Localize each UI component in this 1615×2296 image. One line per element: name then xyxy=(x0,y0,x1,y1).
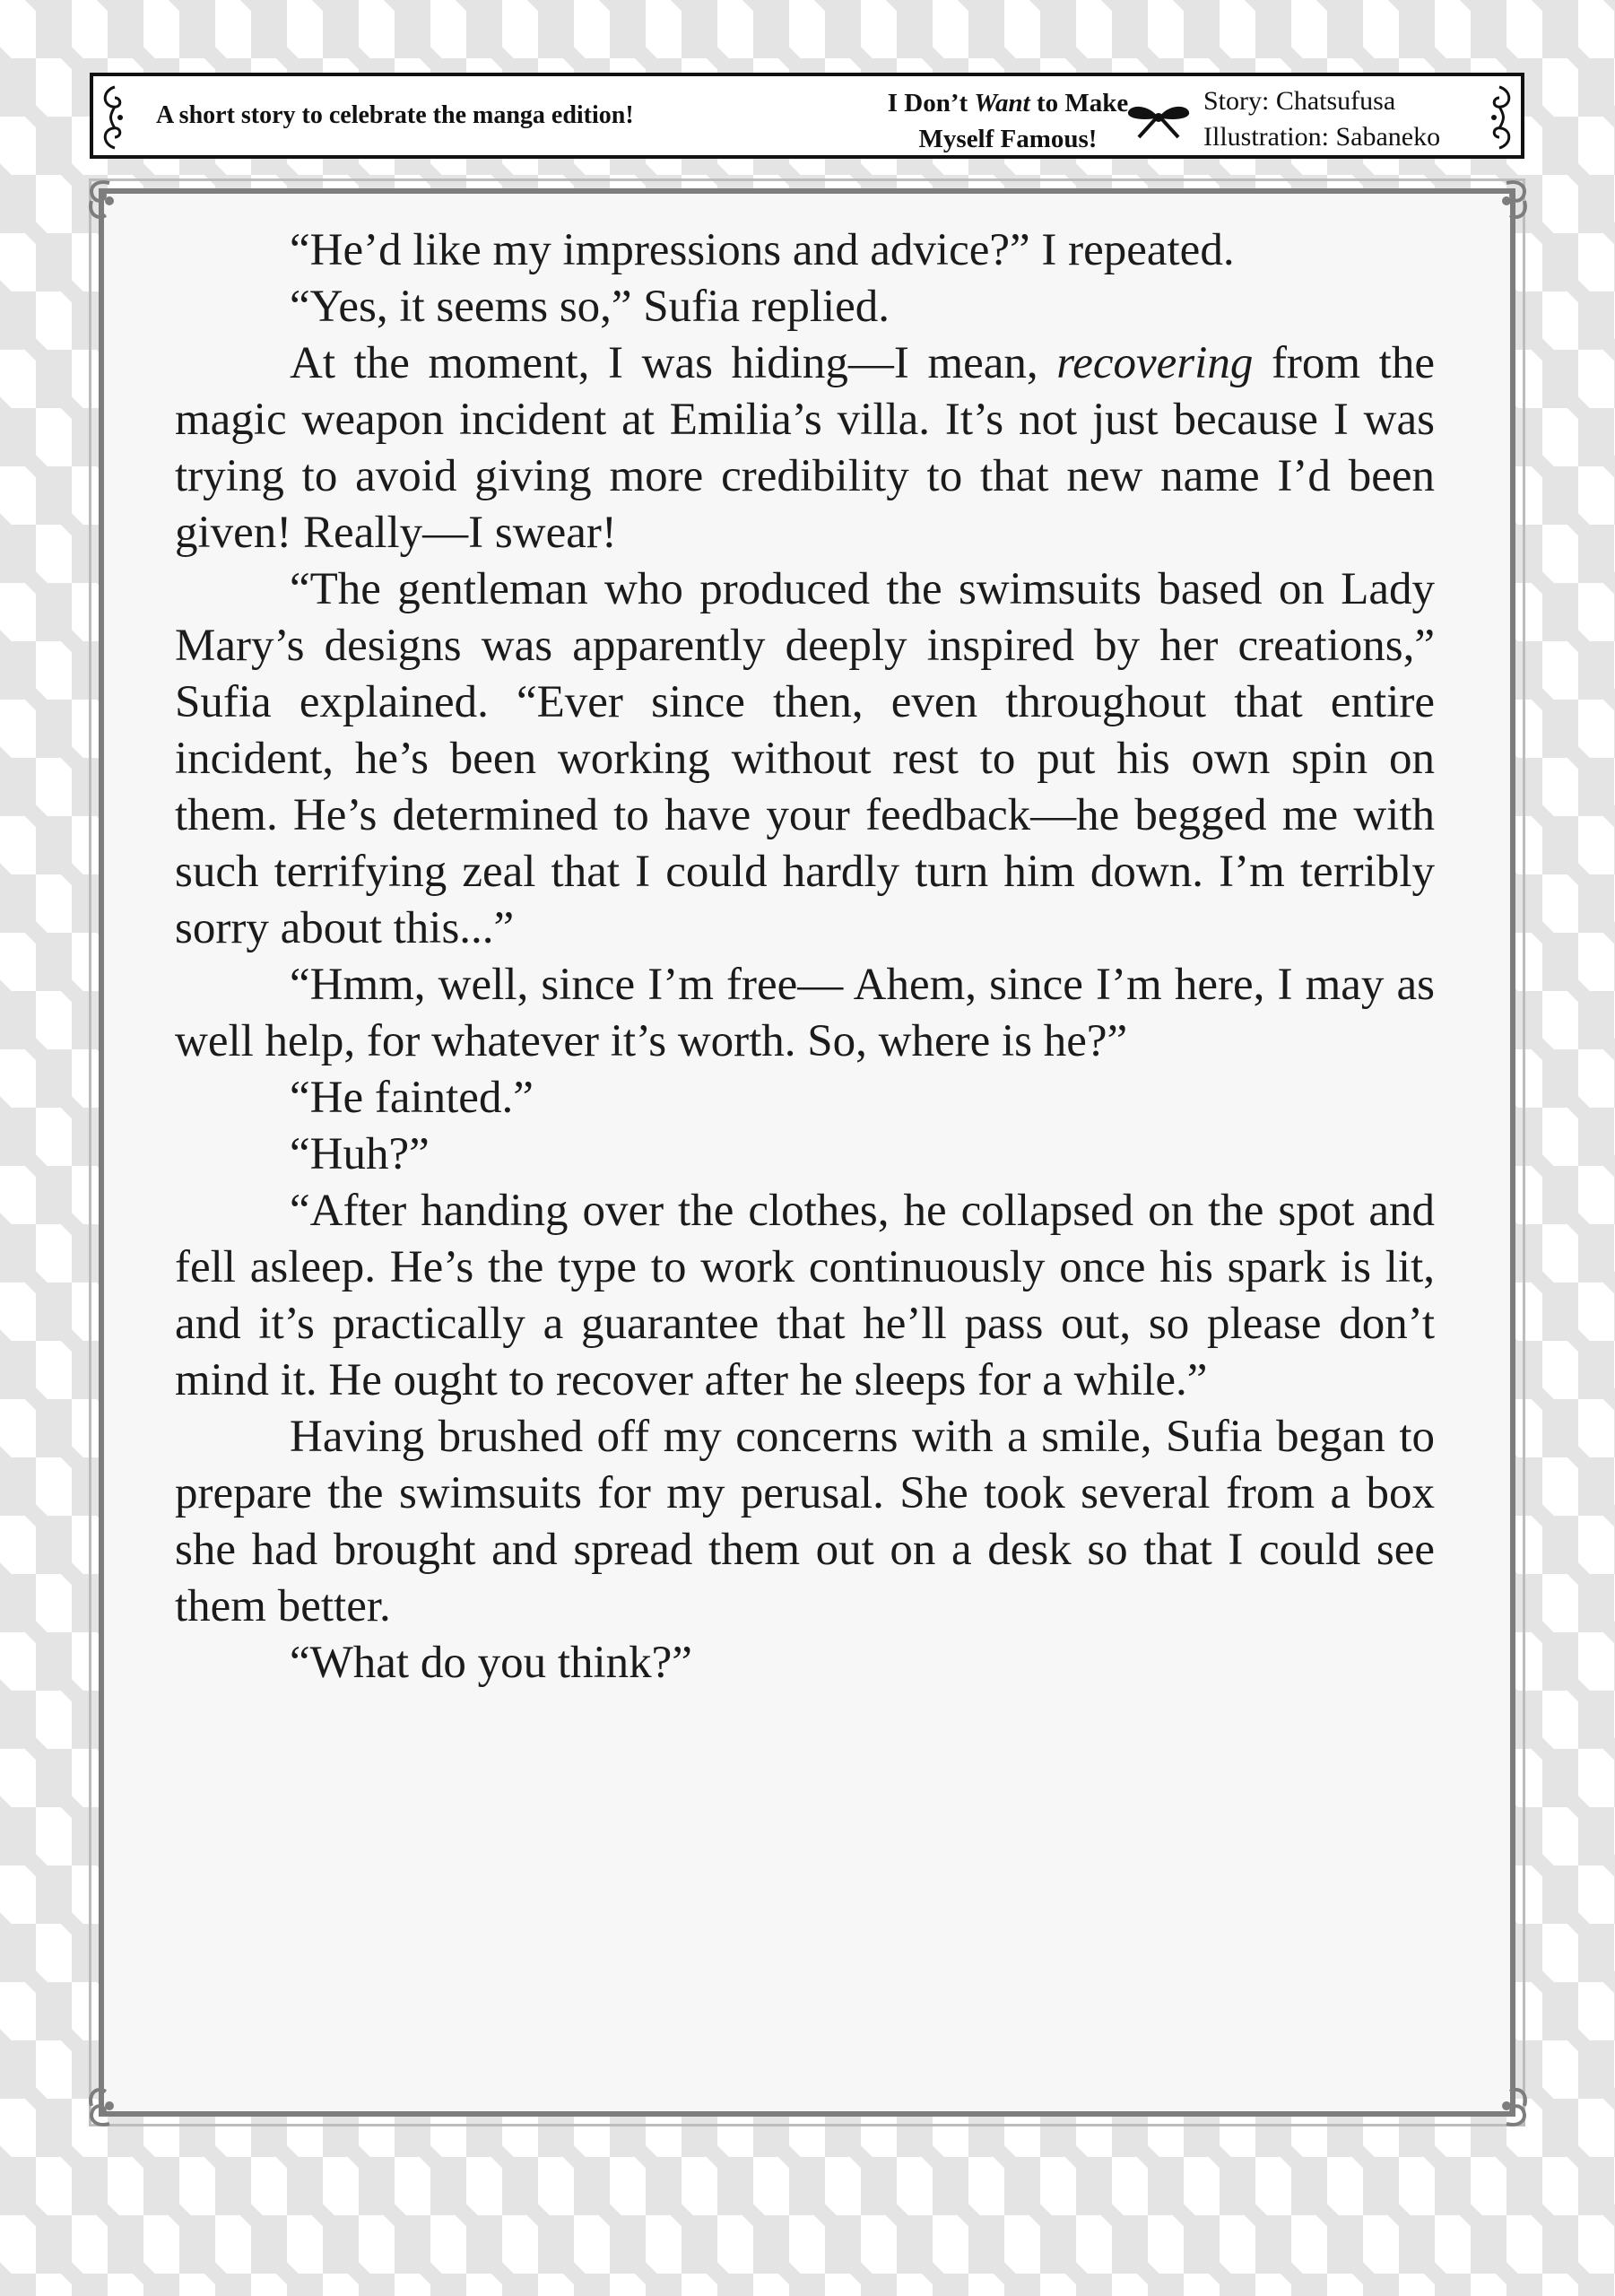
ornament-corner-icon xyxy=(1480,174,1533,228)
emphasized-word: recovering xyxy=(1056,338,1254,388)
story-text xyxy=(175,222,1435,1692)
paragraph-text: At the moment, I was hiding—I mean, xyxy=(290,338,1057,388)
ornament-corner-icon xyxy=(1480,2079,1533,2133)
series-title-line2: Myself Famous! xyxy=(918,125,1098,153)
scroll-flourish-icon xyxy=(99,83,131,152)
banner-blurb: A short story to celebrate the manga edition! xyxy=(156,101,634,129)
scroll-flourish-icon xyxy=(1483,83,1515,152)
paragraph: “Huh?” xyxy=(290,1129,430,1179)
credits xyxy=(1203,83,1490,155)
paragraph: “Yes, it seems so,” Sufia replied. xyxy=(290,282,890,332)
paragraph: “The gentleman who produced the swimsuits based on Lady Mary’s designs was apparently deeply inspired by her creations,” Sufia explained. “Ever since then, even throughout that entire incident, he’s been working without rest to put his own spin on them. He’s determined to have your feedback—he begged me with such terrifying zeal that I could hardly turn him down. I’m terribly sorry about this...” xyxy=(175,564,1435,953)
paragraph: “After handing over the clothes, he collapsed on the spot and fell asleep. He’s the type to work continuously once his spark is lit, and it’s practically a guarantee that he’ll pass out, so please don’t mind it. He ought to recover after he sleeps for a while.” xyxy=(175,1186,1435,1405)
paragraph: “Hmm, well, since I’m free— Ahem, since I’m here, I may as well help, for whatever it’s worth. So, where is he?” xyxy=(175,960,1435,1066)
ornament-corner-icon xyxy=(82,2079,136,2133)
header-banner xyxy=(90,73,1524,159)
series-title xyxy=(847,85,1169,157)
paragraph xyxy=(175,335,1435,561)
story-credit: Story: Chatsufusa xyxy=(1203,86,1396,116)
paragraph: “He’d like my impressions and advice?” I repeated. xyxy=(290,225,1235,275)
series-title-suffix: to Make xyxy=(1029,89,1129,117)
paragraph: “He fainted.” xyxy=(290,1073,534,1123)
series-title-prefix: I Don’t xyxy=(887,89,975,117)
paragraph: “What do you think?” xyxy=(290,1638,692,1688)
paragraph: Having brushed off my concerns with a smile, Sufia began to prepare the swimsuits for my perusal. She took several from a box she had brought and spread them out on a desk so that I could see them better. xyxy=(175,1412,1435,1631)
ribbon-bow-icon xyxy=(1123,100,1194,141)
illustration-credit: Illustration: Sabaneko xyxy=(1203,122,1441,152)
ornament-corner-icon xyxy=(82,174,136,228)
paragraph-text: from the magic weapon incident at Emilia’s villa. It’s not just because I was trying to avoid giving more credibility to that new name I’d been given! Really—I swear! xyxy=(175,338,1435,558)
series-title-emphasis: Want xyxy=(974,89,1030,117)
